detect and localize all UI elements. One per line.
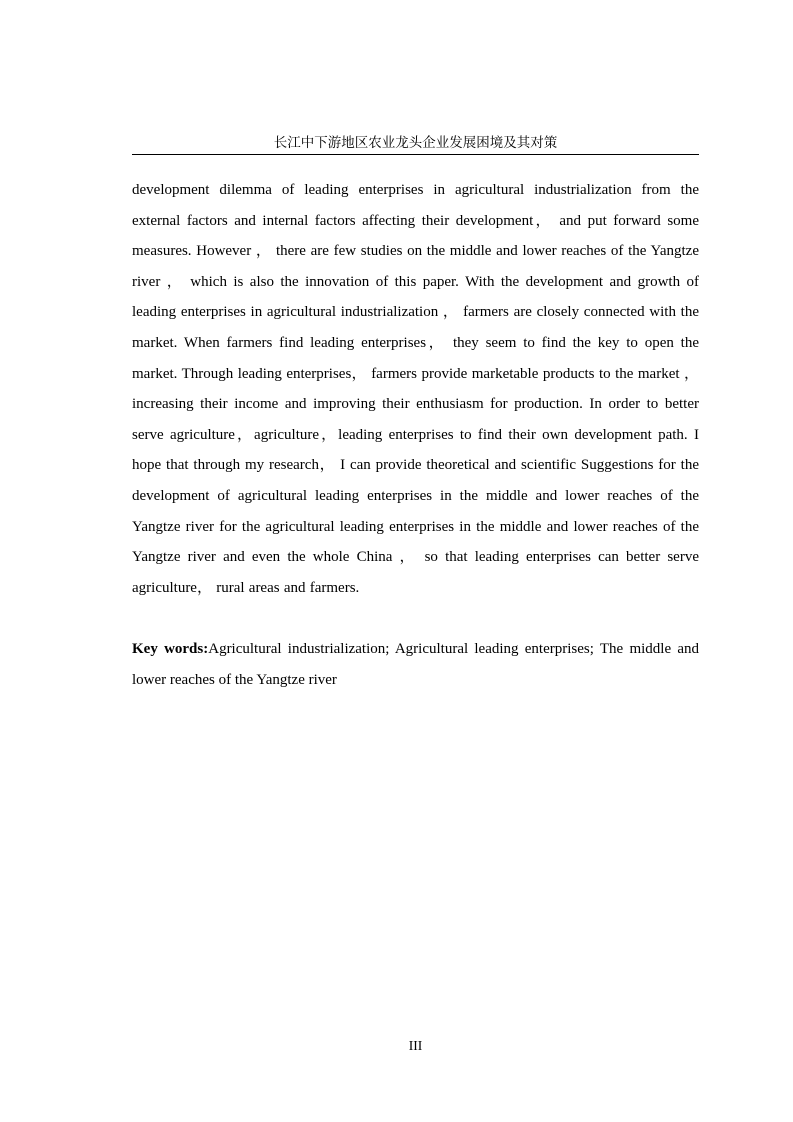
header-rule [132, 154, 699, 155]
keywords-paragraph [132, 634, 699, 695]
page-number: III [408, 1038, 423, 1053]
keywords-label: Key words: [132, 641, 209, 657]
abstract-body: development dilemma of leading enterprises in agricultural industrialization from the external factors and internal factors affecting their development， and put forward some measures. However ， there are few studies on the middle and lower reaches of the Yangtze river ， which is also the innovation of this paper. With the development and growth of leading enterprises in agricultural industrialization ， farmers are closely connected with the market. When farmers find leading enterprises， they seem to find the key to open the market. Through leading enterprises， farmers provide marketable products to the market ， increasing their income and improving their enthusiasm for production. In order to better serve agriculture，agriculture，leading enterprises to find their own development path. I hope that through my research， I can provide theoretical and scientific Suggestions for the development of agricultural leading enterprises in the middle and lower reaches of the Yangtze river for the agricultural leading enterprises in the middle and lower reaches of the Yangtze river and even the whole China ， so that leading enterprises can better serve agriculture， rural areas and farmers. [132, 182, 699, 596]
running-header: 长江中下游地区农业龙头企业发展困境及其对策 [273, 135, 558, 151]
keywords-text: Agricultural industrialization; Agricultural leading enterprises; The middle and lower reaches of the Yangtze river [132, 641, 699, 688]
